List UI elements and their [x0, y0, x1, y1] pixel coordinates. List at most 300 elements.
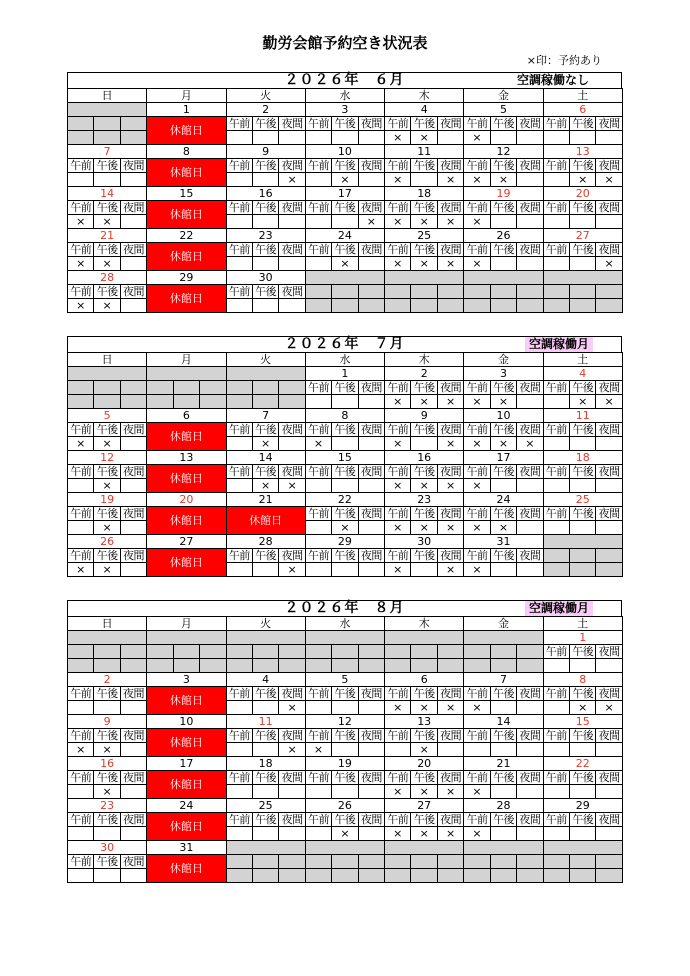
reserved-mark[interactable]: × [437, 701, 463, 715]
empty-cell [94, 381, 120, 395]
available-slot[interactable] [226, 479, 252, 493]
available-slot[interactable] [543, 479, 569, 493]
available-slot[interactable] [517, 479, 543, 493]
slot-label: 午後 [570, 729, 596, 743]
reserved-mark[interactable]: × [464, 257, 490, 271]
reserved-mark[interactable]: × [464, 563, 490, 577]
available-slot[interactable] [490, 743, 516, 757]
available-slot[interactable] [305, 173, 331, 187]
reserved-mark[interactable]: × [596, 257, 622, 271]
available-slot[interactable] [517, 215, 543, 229]
reserved-mark[interactable]: × [279, 701, 305, 715]
reserved-mark[interactable]: × [252, 437, 278, 451]
reserved-mark[interactable]: × [385, 131, 411, 145]
day-number: 22 [543, 757, 622, 771]
available-slot[interactable] [543, 257, 569, 271]
reserved-mark[interactable]: × [490, 437, 516, 451]
available-slot[interactable] [68, 785, 94, 799]
empty-cell [252, 869, 278, 883]
available-slot[interactable] [464, 743, 490, 757]
empty-cell [226, 645, 252, 659]
reserved-mark[interactable]: × [596, 173, 622, 187]
reserved-mark[interactable]: × [437, 521, 463, 535]
available-slot[interactable] [596, 479, 622, 493]
reserved-mark[interactable]: × [411, 701, 437, 715]
available-slot[interactable] [120, 479, 146, 493]
reserved-mark[interactable]: × [68, 257, 94, 271]
available-slot[interactable] [358, 173, 384, 187]
empty-cell [332, 299, 358, 313]
available-slot[interactable] [226, 131, 252, 145]
available-slot[interactable] [120, 299, 146, 313]
available-slot[interactable] [68, 173, 94, 187]
day-number: 11 [385, 145, 464, 159]
available-slot[interactable] [358, 563, 384, 577]
reserved-mark[interactable]: × [94, 743, 120, 757]
available-slot[interactable] [332, 563, 358, 577]
day-number: 18 [385, 187, 464, 201]
reserved-mark[interactable]: × [332, 173, 358, 187]
reserved-mark[interactable]: × [411, 827, 437, 841]
available-slot[interactable] [94, 827, 120, 841]
slot-label: 午後 [490, 201, 516, 215]
empty-cell [411, 855, 437, 869]
available-slot[interactable] [305, 479, 331, 493]
available-slot[interactable] [332, 131, 358, 145]
empty-cell [437, 855, 463, 869]
available-slot[interactable] [305, 827, 331, 841]
available-slot[interactable] [305, 521, 331, 535]
reserved-mark[interactable]: × [464, 131, 490, 145]
available-slot[interactable] [120, 173, 146, 187]
available-slot[interactable] [120, 743, 146, 757]
slot-label: 夜間 [120, 687, 146, 701]
available-slot[interactable] [358, 131, 384, 145]
reserved-mark[interactable]: × [570, 173, 596, 187]
reserved-mark[interactable]: × [437, 479, 463, 493]
available-slot[interactable] [94, 869, 120, 883]
slot-label: 午前 [226, 813, 252, 827]
available-slot[interactable] [120, 701, 146, 715]
reserved-mark[interactable]: × [411, 395, 437, 409]
reserved-mark[interactable]: × [68, 437, 94, 451]
available-slot[interactable] [94, 173, 120, 187]
available-slot[interactable] [68, 827, 94, 841]
available-slot[interactable] [543, 701, 569, 715]
slot-label: 夜間 [517, 201, 543, 215]
reserved-mark[interactable]: × [385, 827, 411, 841]
available-slot[interactable] [305, 563, 331, 577]
slot-label: 夜間 [596, 159, 622, 173]
available-slot[interactable] [252, 131, 278, 145]
slot-label: 夜間 [437, 423, 463, 437]
reserved-mark[interactable]: × [332, 521, 358, 535]
reserved-mark[interactable]: × [94, 479, 120, 493]
reserved-mark[interactable]: × [437, 395, 463, 409]
available-slot[interactable] [279, 215, 305, 229]
available-slot[interactable] [543, 173, 569, 187]
available-slot[interactable] [596, 437, 622, 451]
available-slot[interactable] [120, 521, 146, 535]
available-slot[interactable] [358, 743, 384, 757]
available-slot[interactable] [252, 215, 278, 229]
reserved-mark[interactable]: × [437, 563, 463, 577]
available-slot[interactable] [358, 257, 384, 271]
empty-cell [120, 381, 146, 395]
available-slot[interactable] [252, 173, 278, 187]
weekday-header: 土 [543, 353, 622, 367]
calendar-table [67, 616, 623, 883]
available-slot[interactable] [517, 563, 543, 577]
day-number: 8 [543, 673, 622, 687]
available-slot[interactable] [596, 827, 622, 841]
day-number: 11 [543, 409, 622, 423]
reserved-mark[interactable]: × [464, 785, 490, 799]
available-slot[interactable] [279, 437, 305, 451]
day-number: 9 [226, 145, 305, 159]
available-slot[interactable] [226, 701, 252, 715]
reserved-mark[interactable]: × [68, 215, 94, 229]
available-slot[interactable] [437, 743, 463, 757]
weekday-header: 木 [385, 617, 464, 631]
available-slot[interactable] [279, 131, 305, 145]
weekday-header: 月 [147, 617, 226, 631]
empty-cell [358, 645, 384, 659]
reserved-mark[interactable]: × [279, 173, 305, 187]
weekday-header: 木 [385, 353, 464, 367]
day-number: 1 [543, 631, 622, 645]
available-slot[interactable] [437, 131, 463, 145]
available-slot[interactable] [570, 785, 596, 799]
day-number: 18 [543, 451, 622, 465]
available-slot[interactable] [596, 659, 622, 673]
available-slot[interactable] [570, 521, 596, 535]
available-slot[interactable] [332, 785, 358, 799]
available-slot[interactable] [68, 479, 94, 493]
reserved-mark[interactable]: × [437, 437, 463, 451]
reserved-mark[interactable]: × [464, 521, 490, 535]
available-slot[interactable] [358, 827, 384, 841]
available-slot[interactable] [570, 743, 596, 757]
reserved-mark[interactable]: × [411, 785, 437, 799]
available-slot[interactable] [120, 215, 146, 229]
available-slot[interactable] [305, 257, 331, 271]
reserved-mark[interactable]: × [411, 131, 437, 145]
available-slot[interactable] [358, 395, 384, 409]
available-slot[interactable] [570, 131, 596, 145]
reserved-mark[interactable]: × [385, 521, 411, 535]
available-slot[interactable] [490, 827, 516, 841]
available-slot[interactable] [120, 437, 146, 451]
day-number: 14 [464, 715, 543, 729]
weekday-header: 土 [543, 617, 622, 631]
slot-label: 午後 [570, 381, 596, 395]
available-slot[interactable] [543, 215, 569, 229]
available-slot[interactable] [279, 257, 305, 271]
available-slot[interactable] [358, 521, 384, 535]
reserved-mark[interactable]: × [385, 785, 411, 799]
reserved-mark[interactable]: × [464, 479, 490, 493]
available-slot[interactable] [226, 827, 252, 841]
slot-label: 夜間 [120, 855, 146, 869]
available-slot[interactable] [305, 395, 331, 409]
day-number: 20 [385, 757, 464, 771]
reserved-mark[interactable]: × [437, 827, 463, 841]
reserved-mark[interactable]: × [464, 173, 490, 187]
available-slot[interactable] [517, 701, 543, 715]
available-slot[interactable] [94, 701, 120, 715]
reserved-mark[interactable]: × [490, 395, 516, 409]
available-slot[interactable] [358, 701, 384, 715]
reserved-mark[interactable]: × [94, 299, 120, 313]
available-slot[interactable] [411, 173, 437, 187]
slot-label: 午後 [252, 285, 278, 299]
reserved-mark[interactable]: × [385, 563, 411, 577]
available-slot[interactable] [305, 131, 331, 145]
day-number: 19 [305, 757, 384, 771]
reserved-mark[interactable]: × [279, 479, 305, 493]
slot-label: 午前 [543, 507, 569, 521]
reserved-mark[interactable]: × [94, 521, 120, 535]
available-slot[interactable] [543, 131, 569, 145]
available-slot[interactable] [252, 743, 278, 757]
available-slot[interactable] [596, 131, 622, 145]
slot-label: 夜間 [437, 549, 463, 563]
available-slot[interactable] [332, 395, 358, 409]
available-slot[interactable] [305, 215, 331, 229]
slot-label: 夜間 [358, 243, 384, 257]
available-slot[interactable] [517, 173, 543, 187]
reserved-mark[interactable]: × [570, 395, 596, 409]
available-slot[interactable] [596, 521, 622, 535]
reserved-mark[interactable]: × [437, 215, 463, 229]
available-slot[interactable] [517, 395, 543, 409]
available-slot[interactable] [332, 701, 358, 715]
available-slot[interactable] [226, 215, 252, 229]
empty-cell [596, 855, 622, 869]
reserved-mark[interactable]: × [385, 173, 411, 187]
available-slot[interactable] [517, 521, 543, 535]
available-slot[interactable] [305, 785, 331, 799]
available-slot[interactable] [226, 437, 252, 451]
slot-label: 午前 [543, 201, 569, 215]
reserved-mark[interactable]: × [411, 215, 437, 229]
reserved-mark[interactable]: × [68, 563, 94, 577]
closed-day-cell: 休館日 [226, 507, 305, 535]
day-number: 3 [147, 673, 226, 687]
available-slot[interactable] [252, 563, 278, 577]
reserved-mark[interactable]: × [68, 299, 94, 313]
available-slot[interactable] [543, 743, 569, 757]
available-slot[interactable] [517, 827, 543, 841]
slot-label: 夜間 [120, 813, 146, 827]
available-slot[interactable] [543, 827, 569, 841]
slot-label: 夜間 [437, 465, 463, 479]
empty-cell [464, 285, 490, 299]
available-slot[interactable] [570, 215, 596, 229]
available-slot[interactable] [252, 701, 278, 715]
available-slot[interactable] [332, 215, 358, 229]
reserved-mark[interactable]: × [596, 395, 622, 409]
day-number: 6 [147, 409, 226, 423]
reserved-mark[interactable]: × [437, 173, 463, 187]
available-slot[interactable] [68, 521, 94, 535]
reserved-mark[interactable]: × [279, 563, 305, 577]
available-slot[interactable] [226, 743, 252, 757]
available-slot[interactable] [543, 785, 569, 799]
available-slot[interactable] [596, 743, 622, 757]
reserved-mark[interactable]: × [411, 479, 437, 493]
available-slot[interactable] [490, 563, 516, 577]
available-slot[interactable] [490, 257, 516, 271]
reserved-mark[interactable]: × [517, 437, 543, 451]
reserved-mark[interactable]: × [94, 257, 120, 271]
available-slot[interactable] [279, 299, 305, 313]
reserved-mark[interactable]: × [94, 215, 120, 229]
reserved-mark[interactable]: × [385, 395, 411, 409]
reserved-mark[interactable]: × [332, 257, 358, 271]
slot-label: 夜間 [358, 159, 384, 173]
reserved-mark[interactable]: × [94, 437, 120, 451]
day-number: 15 [147, 187, 226, 201]
slot-label: 午後 [411, 423, 437, 437]
available-slot[interactable] [490, 215, 516, 229]
reserved-mark[interactable]: × [385, 479, 411, 493]
available-slot[interactable] [226, 785, 252, 799]
reserved-mark[interactable]: × [411, 257, 437, 271]
reserved-mark[interactable]: × [596, 701, 622, 715]
available-slot[interactable] [252, 257, 278, 271]
empty-cell [226, 395, 252, 409]
available-slot[interactable] [543, 437, 569, 451]
reserved-mark[interactable]: × [385, 701, 411, 715]
reserved-mark[interactable]: × [490, 521, 516, 535]
available-slot[interactable] [305, 701, 331, 715]
available-slot[interactable] [517, 257, 543, 271]
available-slot[interactable] [332, 437, 358, 451]
slot-label: 夜間 [596, 645, 622, 659]
available-slot[interactable] [570, 659, 596, 673]
reserved-mark[interactable]: × [464, 827, 490, 841]
slot-label: 午後 [332, 423, 358, 437]
available-slot[interactable] [252, 827, 278, 841]
slot-label: 午後 [411, 549, 437, 563]
reserved-mark[interactable]: × [385, 257, 411, 271]
available-slot[interactable] [226, 257, 252, 271]
available-slot[interactable] [570, 827, 596, 841]
available-slot[interactable] [596, 785, 622, 799]
reserved-mark[interactable]: × [464, 701, 490, 715]
available-slot[interactable] [358, 479, 384, 493]
available-slot[interactable] [279, 827, 305, 841]
available-slot[interactable] [279, 785, 305, 799]
available-slot[interactable] [570, 437, 596, 451]
available-slot[interactable] [490, 785, 516, 799]
available-slot[interactable] [596, 215, 622, 229]
slot-label: 午後 [94, 201, 120, 215]
slot-label: 夜間 [279, 687, 305, 701]
available-slot[interactable] [120, 257, 146, 271]
day-number: 25 [543, 493, 622, 507]
available-slot[interactable] [332, 479, 358, 493]
reserved-mark[interactable]: × [411, 521, 437, 535]
reserved-mark[interactable]: × [464, 395, 490, 409]
available-slot[interactable] [68, 869, 94, 883]
available-slot[interactable] [570, 479, 596, 493]
reserved-mark[interactable]: × [305, 437, 331, 451]
available-slot[interactable] [490, 701, 516, 715]
available-slot[interactable] [385, 743, 411, 757]
available-slot[interactable] [543, 521, 569, 535]
empty-cell [411, 659, 437, 673]
reserved-mark[interactable]: × [437, 785, 463, 799]
available-slot[interactable] [358, 785, 384, 799]
available-slot[interactable] [120, 563, 146, 577]
slot-label: 午後 [570, 117, 596, 131]
available-slot[interactable] [411, 563, 437, 577]
empty-cell [385, 271, 464, 285]
available-slot[interactable] [517, 131, 543, 145]
reserved-mark[interactable]: × [490, 173, 516, 187]
available-slot[interactable] [570, 257, 596, 271]
reserved-mark[interactable]: × [570, 701, 596, 715]
reserved-mark[interactable]: × [358, 215, 384, 229]
slot-label: 午後 [411, 117, 437, 131]
available-slot[interactable] [226, 563, 252, 577]
reserved-mark[interactable]: × [252, 479, 278, 493]
available-slot[interactable] [120, 869, 146, 883]
available-slot[interactable] [252, 299, 278, 313]
reserved-mark[interactable]: × [411, 743, 437, 757]
available-slot[interactable] [490, 131, 516, 145]
available-slot[interactable] [517, 743, 543, 757]
empty-cell [147, 631, 226, 645]
slot-label: 午後 [570, 243, 596, 257]
available-slot[interactable] [120, 827, 146, 841]
slot-label: 夜間 [358, 465, 384, 479]
available-slot[interactable] [68, 701, 94, 715]
available-slot[interactable] [490, 479, 516, 493]
empty-cell [279, 659, 305, 673]
reserved-mark[interactable]: × [385, 215, 411, 229]
reserved-mark[interactable]: × [332, 827, 358, 841]
available-slot[interactable] [226, 173, 252, 187]
slot-label: 午前 [68, 465, 94, 479]
available-slot[interactable] [252, 785, 278, 799]
reserved-mark[interactable]: × [464, 437, 490, 451]
available-slot[interactable] [543, 395, 569, 409]
available-slot[interactable] [543, 659, 569, 673]
reserved-mark[interactable]: × [305, 743, 331, 757]
available-slot[interactable] [517, 785, 543, 799]
available-slot[interactable] [332, 743, 358, 757]
reserved-mark[interactable]: × [94, 785, 120, 799]
available-slot[interactable] [226, 299, 252, 313]
reserved-mark[interactable]: × [68, 743, 94, 757]
available-slot[interactable] [411, 437, 437, 451]
day-number: 24 [464, 493, 543, 507]
available-slot[interactable] [120, 785, 146, 799]
available-slot[interactable] [358, 437, 384, 451]
reserved-mark[interactable]: × [437, 257, 463, 271]
slot-label: 午後 [332, 117, 358, 131]
empty-cell [332, 855, 358, 869]
reserved-mark[interactable]: × [385, 437, 411, 451]
reserved-mark[interactable]: × [464, 215, 490, 229]
reserved-mark[interactable]: × [94, 563, 120, 577]
reserved-mark[interactable]: × [279, 743, 305, 757]
empty-cell [464, 299, 490, 313]
